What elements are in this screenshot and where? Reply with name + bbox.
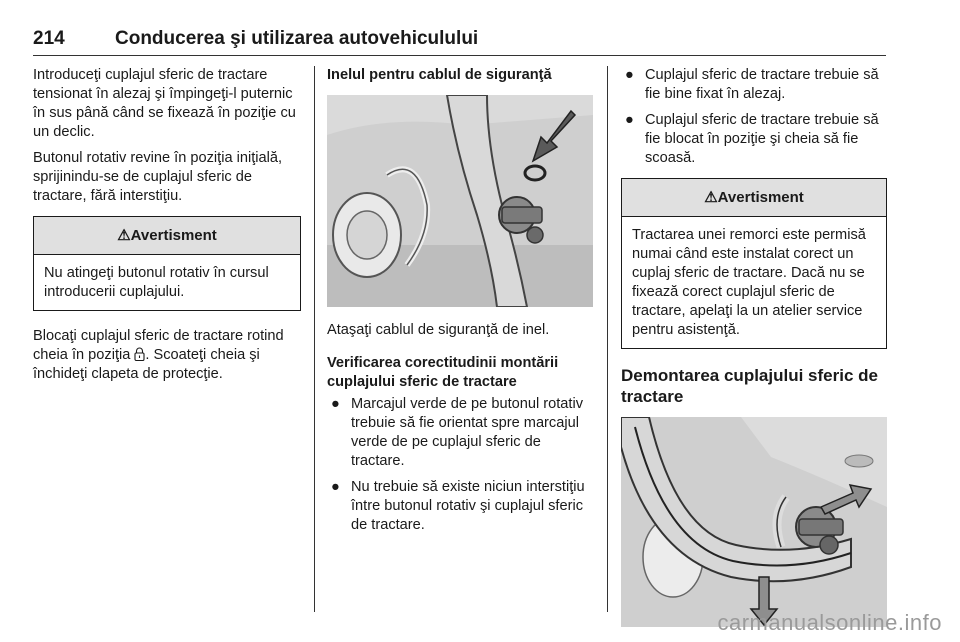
warning-header	[622, 179, 886, 217]
list-item: ● Nu trebuie să existe niciun interstiţiu între butonul rotativ şi cuplajul sferic de tractare.	[331, 479, 585, 533]
warning-box-1	[33, 216, 301, 311]
column-2	[327, 66, 593, 542]
paragraph-insert: Introduceţi cuplajul sferic de tractare tensionat în alezaj şi împingeţi-l puternic în sus până când se fixează în poziţie cu un declic.	[33, 67, 296, 140]
page-header	[33, 28, 886, 56]
warning-header	[34, 217, 300, 255]
column-3	[621, 66, 887, 641]
warning-title: Avertisment	[717, 189, 804, 206]
warning-icon: ⚠	[117, 227, 131, 244]
list-item: ● Marcajul verde de pe butonul rotativ trebuie să fie orientat spre marcajul verde de pe cuplajul sferic de tractare.	[331, 396, 584, 469]
page-number: 214	[33, 28, 65, 49]
watermark: carmanualsonline.info	[717, 610, 942, 635]
paragraph-return: Butonul rotativ revine în poziţia iniţială, sprijinindu-se de cuplajul sferic de tractare, fără interstiţiu.	[33, 150, 283, 204]
lock-icon	[134, 347, 145, 363]
caption-attach-cable: Ataşaţi cablul de siguranţă de inel.	[327, 322, 550, 338]
warning-text: Nu atingeţi butonul rotativ în cursul introducerii cuplajului.	[44, 265, 269, 300]
warning-icon: ⚠	[704, 189, 718, 206]
warning-text: Tractarea unei remorci este permisă numai când este instalat corect un cuplaj sferic de tractare. Dacă nu se fixează corect cuplajul sferic de tractare, apelaţi la un atelier service pentru asistenţă.	[632, 227, 866, 338]
figure-removal	[621, 417, 887, 627]
warning-box-2	[621, 178, 887, 349]
figure-safety-ring	[327, 95, 593, 307]
list-item: ● Cuplajul sferic de tractare trebuie să fie bine fixat în alezaj.	[625, 67, 879, 102]
column-divider-2	[607, 66, 608, 612]
section-heading-removal: Demontarea cuplajului sferic de tractare	[621, 366, 878, 406]
warning-title: Avertisment	[130, 227, 217, 244]
check-list	[327, 395, 593, 535]
column-divider-1	[314, 66, 315, 612]
requirements-list	[621, 66, 887, 168]
list-item: ● Cuplajul sferic de tractare trebuie să fie blocat în poziţie şi cheia să fie scoasă.	[625, 112, 879, 166]
section-heading-check: Verificarea corectitudinii montării cuplajului sferic de tractare	[327, 355, 559, 390]
section-heading-safety-ring: Inelul pentru cablul de siguranţă	[327, 67, 552, 83]
column-1	[33, 66, 301, 391]
paragraph-lock: Blocaţi cuplajul sferic de tractare rotind cheia în poziţia . Scoateţi cheia şi închideţi clapeta de protecţie.	[33, 328, 284, 382]
chapter-title: Conducerea şi utilizarea autovehiculului	[115, 28, 479, 49]
